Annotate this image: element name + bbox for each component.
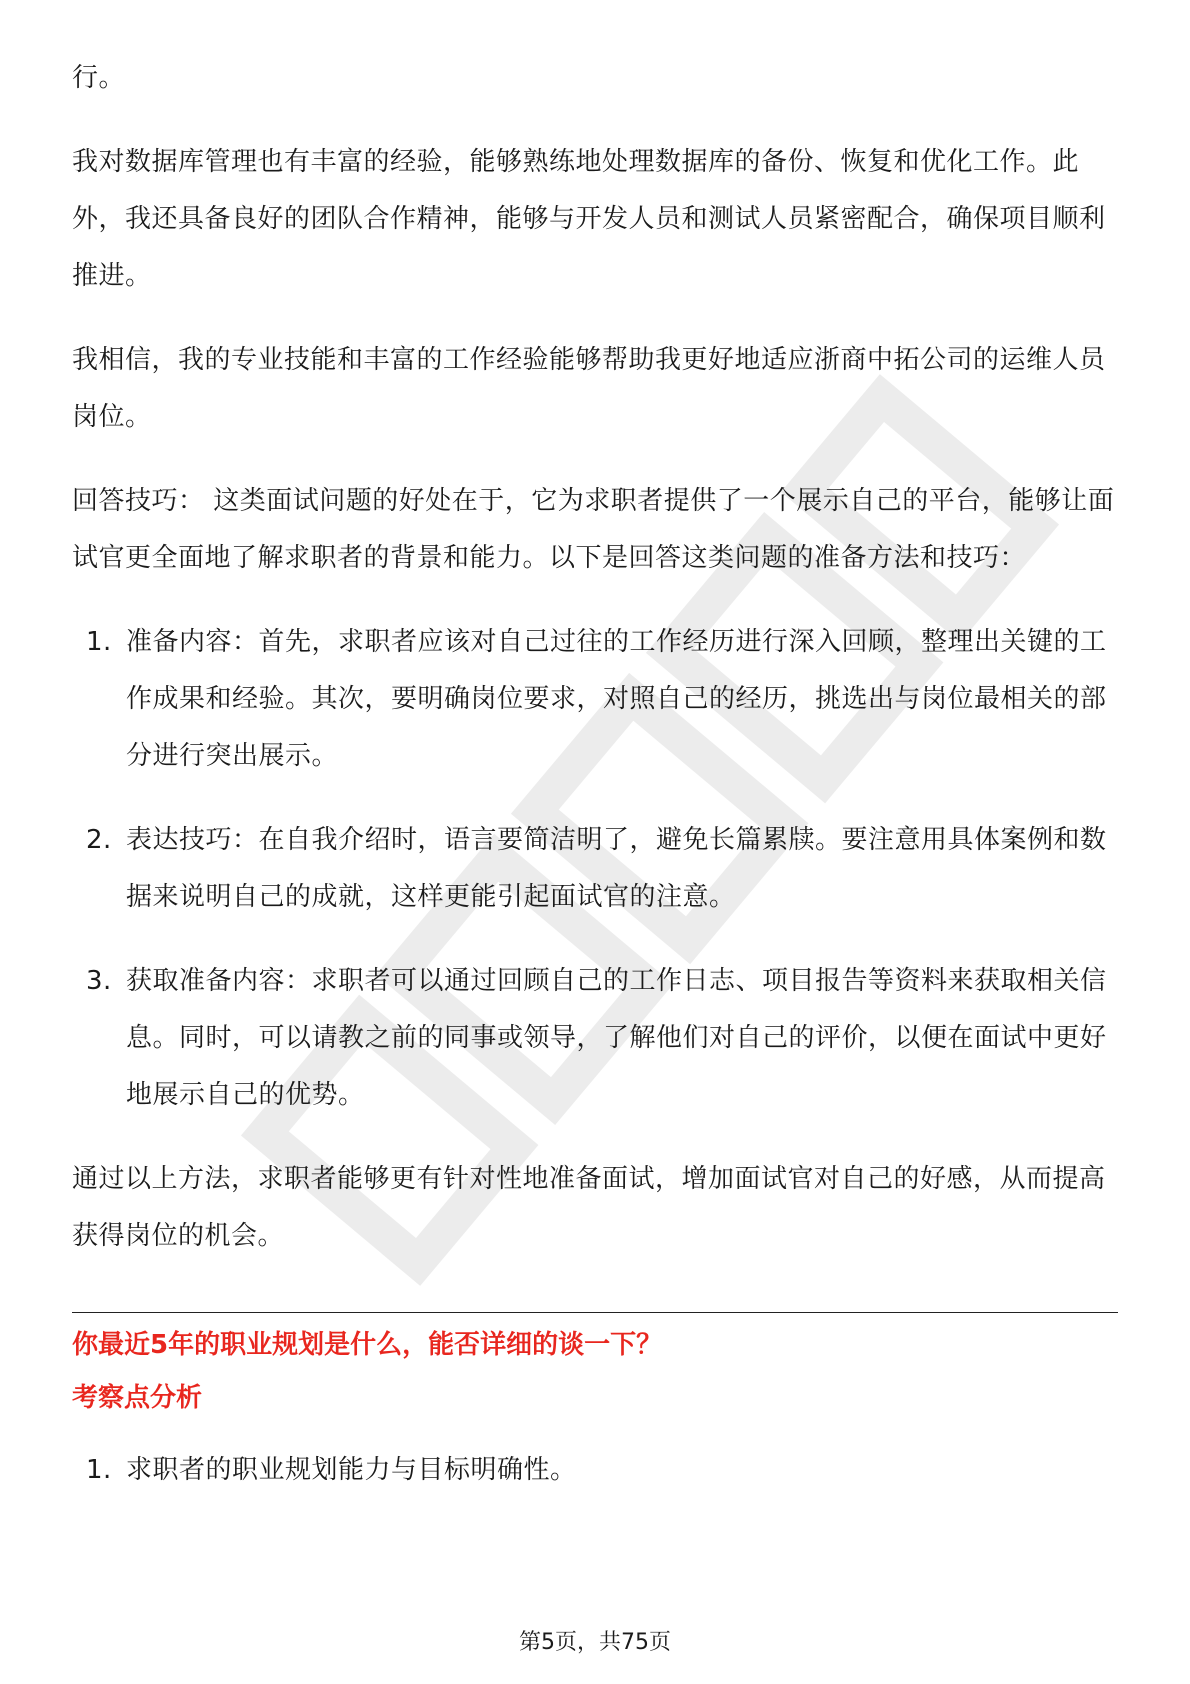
- page-footer: 第5页，共75页: [519, 1630, 671, 1655]
- paragraph-conclusion: 通过以上方法，求职者能够更有针对性地准备面试，增加面试官对自己的好感，从而提高获得岗位的机会。: [72, 1164, 1106, 1251]
- list-item-text: 求职者的职业规划能力与目标明确性。: [126, 1455, 577, 1485]
- list-number: 2.: [86, 825, 112, 855]
- tips-list: [72, 614, 1118, 1124]
- list-item: [72, 953, 1118, 1124]
- list-number: 1.: [86, 627, 112, 657]
- analysis-heading: 考察点分析: [72, 1383, 203, 1413]
- list-item: [72, 812, 1118, 926]
- analysis-list: [72, 1442, 1118, 1499]
- list-item: [72, 614, 1118, 785]
- list-number: 1.: [86, 1455, 112, 1485]
- list-item: [72, 1442, 1118, 1499]
- paragraph-confidence: 我相信，我的专业技能和丰富的工作经验能够帮助我更好地适应浙商中拓公司的运维人员岗位。: [72, 345, 1106, 432]
- paragraph-database-experience: 我对数据库管理也有丰富的经验，能够熟练地处理数据库的备份、恢复和优化工作。此外，我还具备良好的团队合作精神，能够与开发人员和测试人员紧密配合，确保项目顺利推进。: [72, 147, 1106, 291]
- list-item-text: 获取准备内容：求职者可以通过回顾自己的工作日志、项目报告等资料来获取相关信息。同时，可以请教之前的同事或领导，了解他们对自己的评价，以便在面试中更好地展示自己的优势。: [126, 966, 1107, 1110]
- question-title: 你最近5年的职业规划是什么，能否详细的谈一下？: [72, 1330, 663, 1360]
- list-number: 3.: [86, 966, 112, 996]
- list-item-text: 准备内容：首先，求职者应该对自己过往的工作经历进行深入回顾，整理出关键的工作成果和经验。其次，要明确岗位要求，对照自己的经历，挑选出与岗位最相关的部分进行突出展示。: [126, 627, 1107, 771]
- paragraph-answer-tips: 回答技巧： 这类面试问题的好处在于，它为求职者提供了一个展示自己的平台，能够让面试官更全面地了解求职者的背景和能力。以下是回答这类问题的准备方法和技巧：: [72, 486, 1115, 573]
- document-page: [72, 50, 1118, 1499]
- paragraph-continuation: 行。: [72, 63, 126, 93]
- list-item-text: 表达技巧：在自我介绍时，语言要简洁明了，避免长篇累牍。要注意用具体案例和数据来说明自己的成就，这样更能引起面试官的注意。: [126, 825, 1107, 912]
